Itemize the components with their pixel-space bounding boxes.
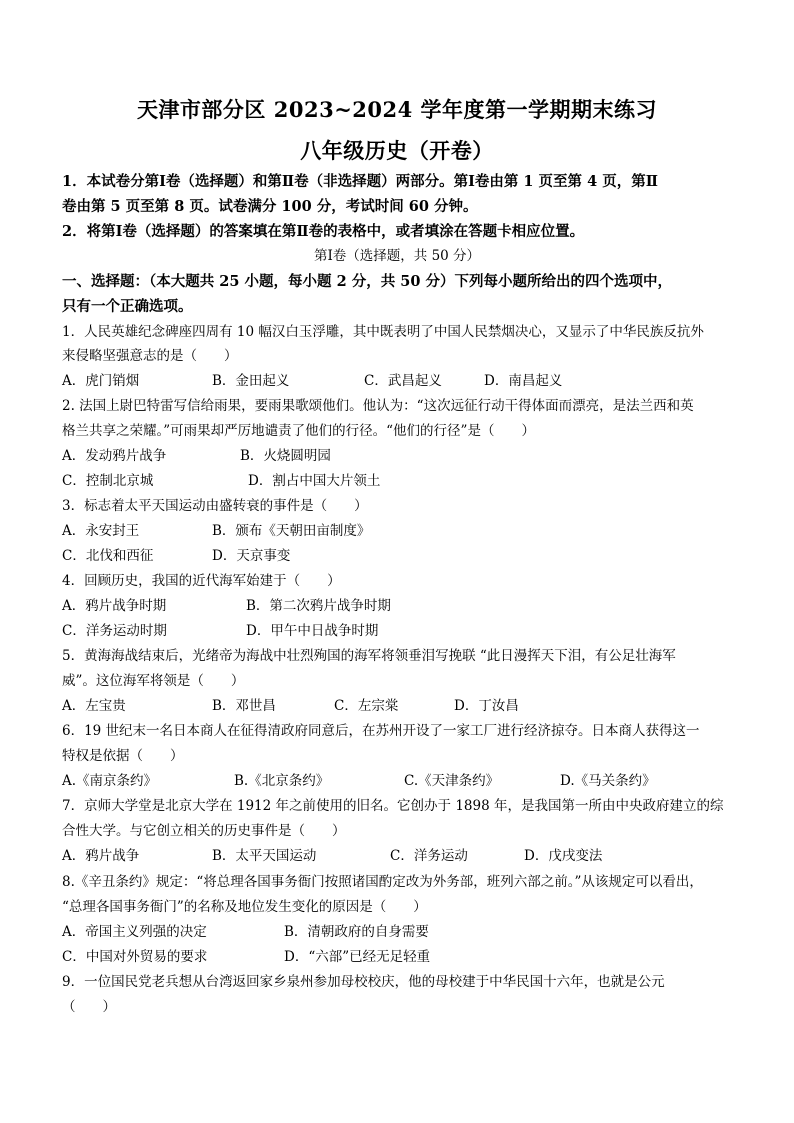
question-4-stem: 4．回顾历史，我国的近代海军始建于（ ） <box>62 573 341 589</box>
question-3-option-c[interactable]: C．北伐和西征 <box>62 548 154 564</box>
question-8-option-c[interactable]: C．中国对外贸易的要求 <box>62 949 208 965</box>
question-7-option-c[interactable]: C．洋务运动 <box>390 848 468 864</box>
question-4-option-b[interactable]: B．第二次鸦片战争时期 <box>246 598 391 614</box>
question-2-option-b[interactable]: B．火烧圆明园 <box>240 448 331 464</box>
question-1-option-c[interactable]: C．武昌起义 <box>364 373 442 389</box>
question-5-stem-2: 威”。这位海军将领是（ ） <box>62 673 245 689</box>
question-2-option-a[interactable]: A．发动鸦片战争 <box>62 448 167 464</box>
question-6-option-d[interactable]: D.《马关条约》 <box>560 773 656 789</box>
question-3-stem: 3．标志着太平天国运动由盛转衰的事件是（ ） <box>62 498 368 514</box>
question-7-option-b[interactable]: B．太平天国运动 <box>212 848 317 864</box>
question-7-option-a[interactable]: A．鸦片战争 <box>62 848 140 864</box>
section-heading: 第Ⅰ卷（选择题，共 50 分） <box>313 248 481 264</box>
question-4-option-d[interactable]: D．甲午中日战争时期 <box>246 623 379 639</box>
question-1-stem-1: 1．人民英雄纪念碑座四周有 10 幅汉白玉浮雕，其中既表明了中国人民禁烟决心，又显示了中华民族反抗外 <box>62 324 704 340</box>
question-5-option-d[interactable]: D．丁汝昌 <box>454 698 519 714</box>
question-3-option-d[interactable]: D．天京事变 <box>212 548 291 564</box>
instruction-line-2: 卷由第 5 页至第 8 页。试卷满分 100 分，考试时间 60 分钟。 <box>62 198 478 215</box>
question-3-option-b[interactable]: B．颁布《天朝田亩制度》 <box>212 523 371 539</box>
question-1-option-a[interactable]: A．虎门销烟 <box>62 373 140 389</box>
question-6-option-c[interactable]: C.《天津条约》 <box>404 773 500 789</box>
question-5-stem-1: 5．黄海海战结束后，光绪帝为海战中壮烈殉国的海军将领垂泪写挽联 “此日漫挥天下泪，有公足壮海军 <box>62 648 676 664</box>
exam-title: 天津市部分区 2023~2024 学年度第一学期期末练习 <box>136 97 658 122</box>
question-8-option-b[interactable]: B．清朝政府的自身需要 <box>284 924 429 940</box>
question-6-stem-2: 特权是依据（ ） <box>62 748 184 764</box>
question-9-stem-2: （ ） <box>62 999 116 1015</box>
question-7-stem-1: 7．京师大学堂是北京大学在 1912 年之前使用的旧名。它创办于 1898 年，是我国第一所由中央政府建立的综 <box>62 798 724 814</box>
part-instruction-line-1: 一、选择题：（本大题共 25 小题，每小题 2 分，共 50 分）下列每小题所给出的四个选项中， <box>62 273 672 290</box>
question-9-stem-1: 9．一位国民党老兵想从台湾返回家乡泉州参加母校校庆，他的母校建于中华民国十六年，也就是公元 <box>62 974 665 990</box>
question-2-option-c[interactable]: C．控制北京城 <box>62 473 154 489</box>
question-8-option-d[interactable]: D．“六部”已经无足轻重 <box>284 949 431 965</box>
question-7-option-d[interactable]: D．戊戌变法 <box>524 848 603 864</box>
question-5-option-b[interactable]: B．邓世昌 <box>212 698 276 714</box>
question-2-stem-1: 2. 法国上尉巴特雷写信给雨果，要雨果歌颂他们。他认为：“这次远征行动干得体面而漂亮，是法兰西和英 <box>62 398 694 414</box>
question-1-stem-2: 来侵略坚强意志的是（ ） <box>62 348 238 364</box>
question-5-option-c[interactable]: C．左宗棠 <box>334 698 399 714</box>
exam-subtitle: 八年级历史（开卷） <box>300 138 494 163</box>
instruction-line-1: 1．本试卷分第Ⅰ卷（选择题）和第Ⅱ卷（非选择题）两部分。第Ⅰ卷由第 1 页至第 4 页，第Ⅱ <box>62 173 658 190</box>
question-5-option-a[interactable]: A．左宝贵 <box>62 698 126 714</box>
question-6-option-a[interactable]: A.《南京条约》 <box>62 773 158 789</box>
question-7-stem-2: 合性大学。与它创立相关的历史事件是（ ） <box>62 823 346 839</box>
part-instruction-line-2: 只有一个正确选项。 <box>62 298 193 315</box>
question-6-stem-1: 6．19 世纪末一名日本商人在征得清政府同意后，在苏州开设了一家工厂进行经济掠夺。日本商人获得这一 <box>62 723 700 739</box>
instruction-line-3: 2．将第Ⅰ卷（选择题）的答案填在第Ⅱ卷的表格中，或者填涂在答题卡相应位置。 <box>62 223 585 240</box>
question-8-stem-2: “总理各国事务衙门”的名称及地位发生变化的原因是（ ） <box>62 899 427 915</box>
question-4-option-c[interactable]: C．洋务运动时期 <box>62 623 167 639</box>
question-1-option-d[interactable]: D．南昌起义 <box>484 373 563 389</box>
question-6-option-b[interactable]: B.《北京条约》 <box>234 773 330 789</box>
question-2-stem-2: 格兰共享之荣耀。”可雨果却严厉地谴责了他们的行径。“他们的行径”是（ ） <box>62 423 535 439</box>
question-2-option-d[interactable]: D．割占中国大片领土 <box>248 473 381 489</box>
question-1-option-b[interactable]: B．金田起义 <box>212 373 290 389</box>
question-4-option-a[interactable]: A．鸦片战争时期 <box>62 598 167 614</box>
question-8-stem-1: 8.《辛丑条约》规定：“将总理各国事务衙门按照诸国酌定改为外务部，班列六部之前。”从该规定可以看出， <box>62 874 703 890</box>
question-8-option-a[interactable]: A．帝国主义列强的决定 <box>62 924 207 940</box>
question-3-option-a[interactable]: A．永安封王 <box>62 523 140 539</box>
